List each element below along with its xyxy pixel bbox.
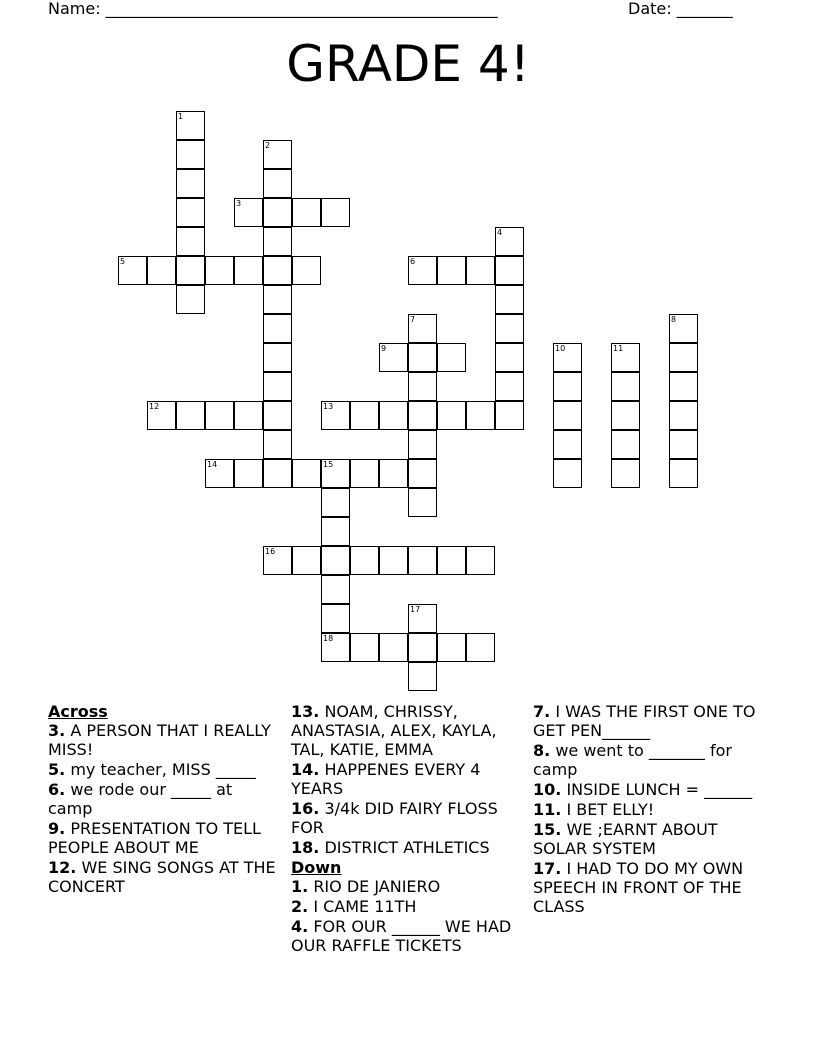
grid-cell[interactable] xyxy=(321,546,350,575)
grid-cell[interactable] xyxy=(263,140,292,169)
grid-cell[interactable] xyxy=(466,401,495,430)
grid-cell[interactable] xyxy=(408,633,437,662)
clue-number: 10 xyxy=(555,344,566,353)
clue-across-9: 9. PRESENTATION TO TELL PEOPLE ABOUT ME xyxy=(48,819,261,857)
grid-cell[interactable] xyxy=(408,459,437,488)
grid-cell[interactable] xyxy=(263,546,292,575)
clue-number: 14 xyxy=(207,460,218,469)
grid-cell[interactable] xyxy=(321,198,350,227)
grid-cell[interactable] xyxy=(263,285,292,314)
clue-number: 17 xyxy=(410,605,421,614)
grid-cell[interactable] xyxy=(379,401,408,430)
clue-number: 4 xyxy=(497,228,503,237)
grid-cell[interactable] xyxy=(205,459,234,488)
clue-across-5: 5. my teacher, MISS _____ xyxy=(48,760,256,779)
grid-cell[interactable] xyxy=(379,459,408,488)
grid-cell[interactable] xyxy=(176,169,205,198)
grid-cell[interactable] xyxy=(408,401,437,430)
grid-cell[interactable] xyxy=(611,343,640,372)
grid-cell[interactable] xyxy=(669,430,698,459)
grid-cell[interactable] xyxy=(669,343,698,372)
grid-cell[interactable] xyxy=(321,604,350,633)
clue-across-3: 3. A PERSON THAT I REALLY MISS! xyxy=(48,721,271,759)
grid-cell[interactable] xyxy=(263,169,292,198)
down-heading: Down xyxy=(291,858,342,877)
grid-cell[interactable] xyxy=(263,430,292,459)
grid-cell[interactable] xyxy=(321,459,350,488)
grid-cell[interactable] xyxy=(408,662,437,691)
clue-number: 12 xyxy=(149,402,160,411)
clue-down-10: 10. INSIDE LUNCH = ______ xyxy=(533,780,753,799)
clues-column-3 xyxy=(533,702,763,917)
grid-cell[interactable] xyxy=(408,343,437,372)
grid-cell[interactable] xyxy=(408,430,437,459)
clue-down-4: 4. FOR OUR ______ WE HAD OUR RAFFLE TICKETS xyxy=(291,917,512,955)
grid-cell[interactable] xyxy=(669,459,698,488)
clue-number: 2 xyxy=(265,141,271,150)
grid-cell[interactable] xyxy=(495,314,524,343)
clue-number: 7 xyxy=(410,315,416,324)
grid-cell[interactable] xyxy=(176,227,205,256)
grid-cell[interactable] xyxy=(466,546,495,575)
grid-cell[interactable] xyxy=(321,517,350,546)
grid-cell[interactable] xyxy=(292,256,321,285)
grid-cell[interactable] xyxy=(408,256,437,285)
grid-cell[interactable] xyxy=(176,285,205,314)
grid-cell[interactable] xyxy=(350,401,379,430)
clue-number: 1 xyxy=(178,112,184,121)
grid-cell[interactable] xyxy=(263,401,292,430)
clue-down-7: 7. I WAS THE FIRST ONE TO GET PEN______ xyxy=(533,702,756,740)
grid-cell[interactable] xyxy=(147,401,176,430)
date-field[interactable]: Date: _______ xyxy=(628,0,733,18)
clues-column-2 xyxy=(291,702,521,956)
grid-cell[interactable] xyxy=(553,430,582,459)
grid-cell[interactable] xyxy=(263,227,292,256)
grid-cell[interactable] xyxy=(263,372,292,401)
grid-cell[interactable] xyxy=(379,343,408,372)
grid-cell[interactable] xyxy=(321,488,350,517)
grid-cell[interactable] xyxy=(321,401,350,430)
page-title: GRADE 4! xyxy=(286,35,530,93)
clue-down-15: 15. WE ;EARNT ABOUT SOLAR SYSTEM xyxy=(533,820,718,858)
grid-cell[interactable] xyxy=(234,459,263,488)
grid-cell[interactable] xyxy=(205,401,234,430)
grid-cell[interactable] xyxy=(611,430,640,459)
grid-cell[interactable] xyxy=(379,546,408,575)
grid-cell[interactable] xyxy=(292,546,321,575)
grid-cell[interactable] xyxy=(495,401,524,430)
grid-cell[interactable] xyxy=(553,372,582,401)
clue-number: 9 xyxy=(381,344,387,353)
clue-across-6: 6. we rode our _____ at camp xyxy=(48,780,233,818)
clue-number: 15 xyxy=(323,460,334,469)
grid-cell[interactable] xyxy=(350,633,379,662)
clue-number: 16 xyxy=(265,547,276,556)
clue-number: 3 xyxy=(236,199,242,208)
clue-down-2: 2. I CAME 11TH xyxy=(291,897,417,916)
grid-cell[interactable] xyxy=(321,633,350,662)
grid-cell[interactable] xyxy=(495,343,524,372)
clue-down-8: 8. we went to _______ for camp xyxy=(533,741,732,779)
grid-cell[interactable] xyxy=(408,314,437,343)
name-field[interactable]: Name: _________________________________________________ xyxy=(48,0,498,18)
grid-cell[interactable] xyxy=(263,314,292,343)
grid-cell[interactable] xyxy=(292,198,321,227)
grid-cell[interactable] xyxy=(669,372,698,401)
grid-cell[interactable] xyxy=(176,256,205,285)
grid-cell[interactable] xyxy=(553,401,582,430)
grid-cell[interactable] xyxy=(611,459,640,488)
grid-cell[interactable] xyxy=(379,633,408,662)
grid-cell[interactable] xyxy=(263,256,292,285)
grid-cell[interactable] xyxy=(176,198,205,227)
grid-cell[interactable] xyxy=(611,372,640,401)
clue-number: 8 xyxy=(671,315,677,324)
clue-across-14: 14. HAPPENES EVERY 4 YEARS xyxy=(291,760,481,798)
clue-across-16: 16. 3/4k DID FAIRY FLOSS FOR xyxy=(291,799,498,837)
grid-cell[interactable] xyxy=(437,401,466,430)
grid-cell[interactable] xyxy=(176,140,205,169)
grid-cell[interactable] xyxy=(611,401,640,430)
clue-across-13: 13. NOAM, CHRISSY, ANASTASIA, ALEX, KAYLA, TAL, KATIE, EMMA xyxy=(291,702,497,759)
grid-cell[interactable] xyxy=(321,575,350,604)
grid-cell[interactable] xyxy=(669,401,698,430)
clue-number: 11 xyxy=(613,344,624,353)
across-heading: Across xyxy=(48,702,108,721)
grid-cell[interactable] xyxy=(176,401,205,430)
grid-cell[interactable] xyxy=(553,343,582,372)
grid-cell[interactable] xyxy=(495,256,524,285)
grid-cell[interactable] xyxy=(466,256,495,285)
grid-cell[interactable] xyxy=(263,198,292,227)
grid-cell[interactable] xyxy=(669,314,698,343)
grid-cell[interactable] xyxy=(205,256,234,285)
grid-cell[interactable] xyxy=(147,256,176,285)
grid-cell[interactable] xyxy=(495,285,524,314)
grid-cell[interactable] xyxy=(437,343,466,372)
clue-down-1: 1. RIO DE JANIERO xyxy=(291,877,441,896)
clue-down-11: 11. I BET ELLY! xyxy=(533,800,655,819)
grid-cell[interactable] xyxy=(176,111,205,140)
grid-cell[interactable] xyxy=(408,372,437,401)
grid-cell[interactable] xyxy=(263,343,292,372)
grid-cell[interactable] xyxy=(495,372,524,401)
grid-cell[interactable] xyxy=(408,546,437,575)
clue-down-17: 17. I HAD TO DO MY OWN SPEECH IN FRONT OF THE CLASS xyxy=(533,859,744,916)
grid-cell[interactable] xyxy=(437,256,466,285)
clue-across-18: 18. DISTRICT ATHLETICS xyxy=(291,838,490,857)
grid-cell[interactable] xyxy=(234,256,263,285)
grid-cell[interactable] xyxy=(466,633,495,662)
grid-cell[interactable] xyxy=(292,459,321,488)
grid-cell[interactable] xyxy=(495,227,524,256)
grid-cell[interactable] xyxy=(437,633,466,662)
grid-cell[interactable] xyxy=(350,459,379,488)
grid-cell[interactable] xyxy=(118,256,147,285)
clue-across-12: 12. WE SING SONGS AT THE CONCERT xyxy=(48,858,276,896)
grid-cell[interactable] xyxy=(234,198,263,227)
grid-cell[interactable] xyxy=(408,488,437,517)
grid-cell[interactable] xyxy=(350,546,379,575)
clue-number: 6 xyxy=(410,257,416,266)
clue-number: 5 xyxy=(120,257,126,266)
grid-cell[interactable] xyxy=(553,459,582,488)
clues-column-1 xyxy=(48,702,278,897)
clue-number: 18 xyxy=(323,634,334,643)
grid-cell[interactable] xyxy=(437,546,466,575)
grid-cell[interactable] xyxy=(234,401,263,430)
grid-cell[interactable] xyxy=(263,459,292,488)
grid-cell[interactable] xyxy=(408,604,437,633)
clue-number: 13 xyxy=(323,402,334,411)
